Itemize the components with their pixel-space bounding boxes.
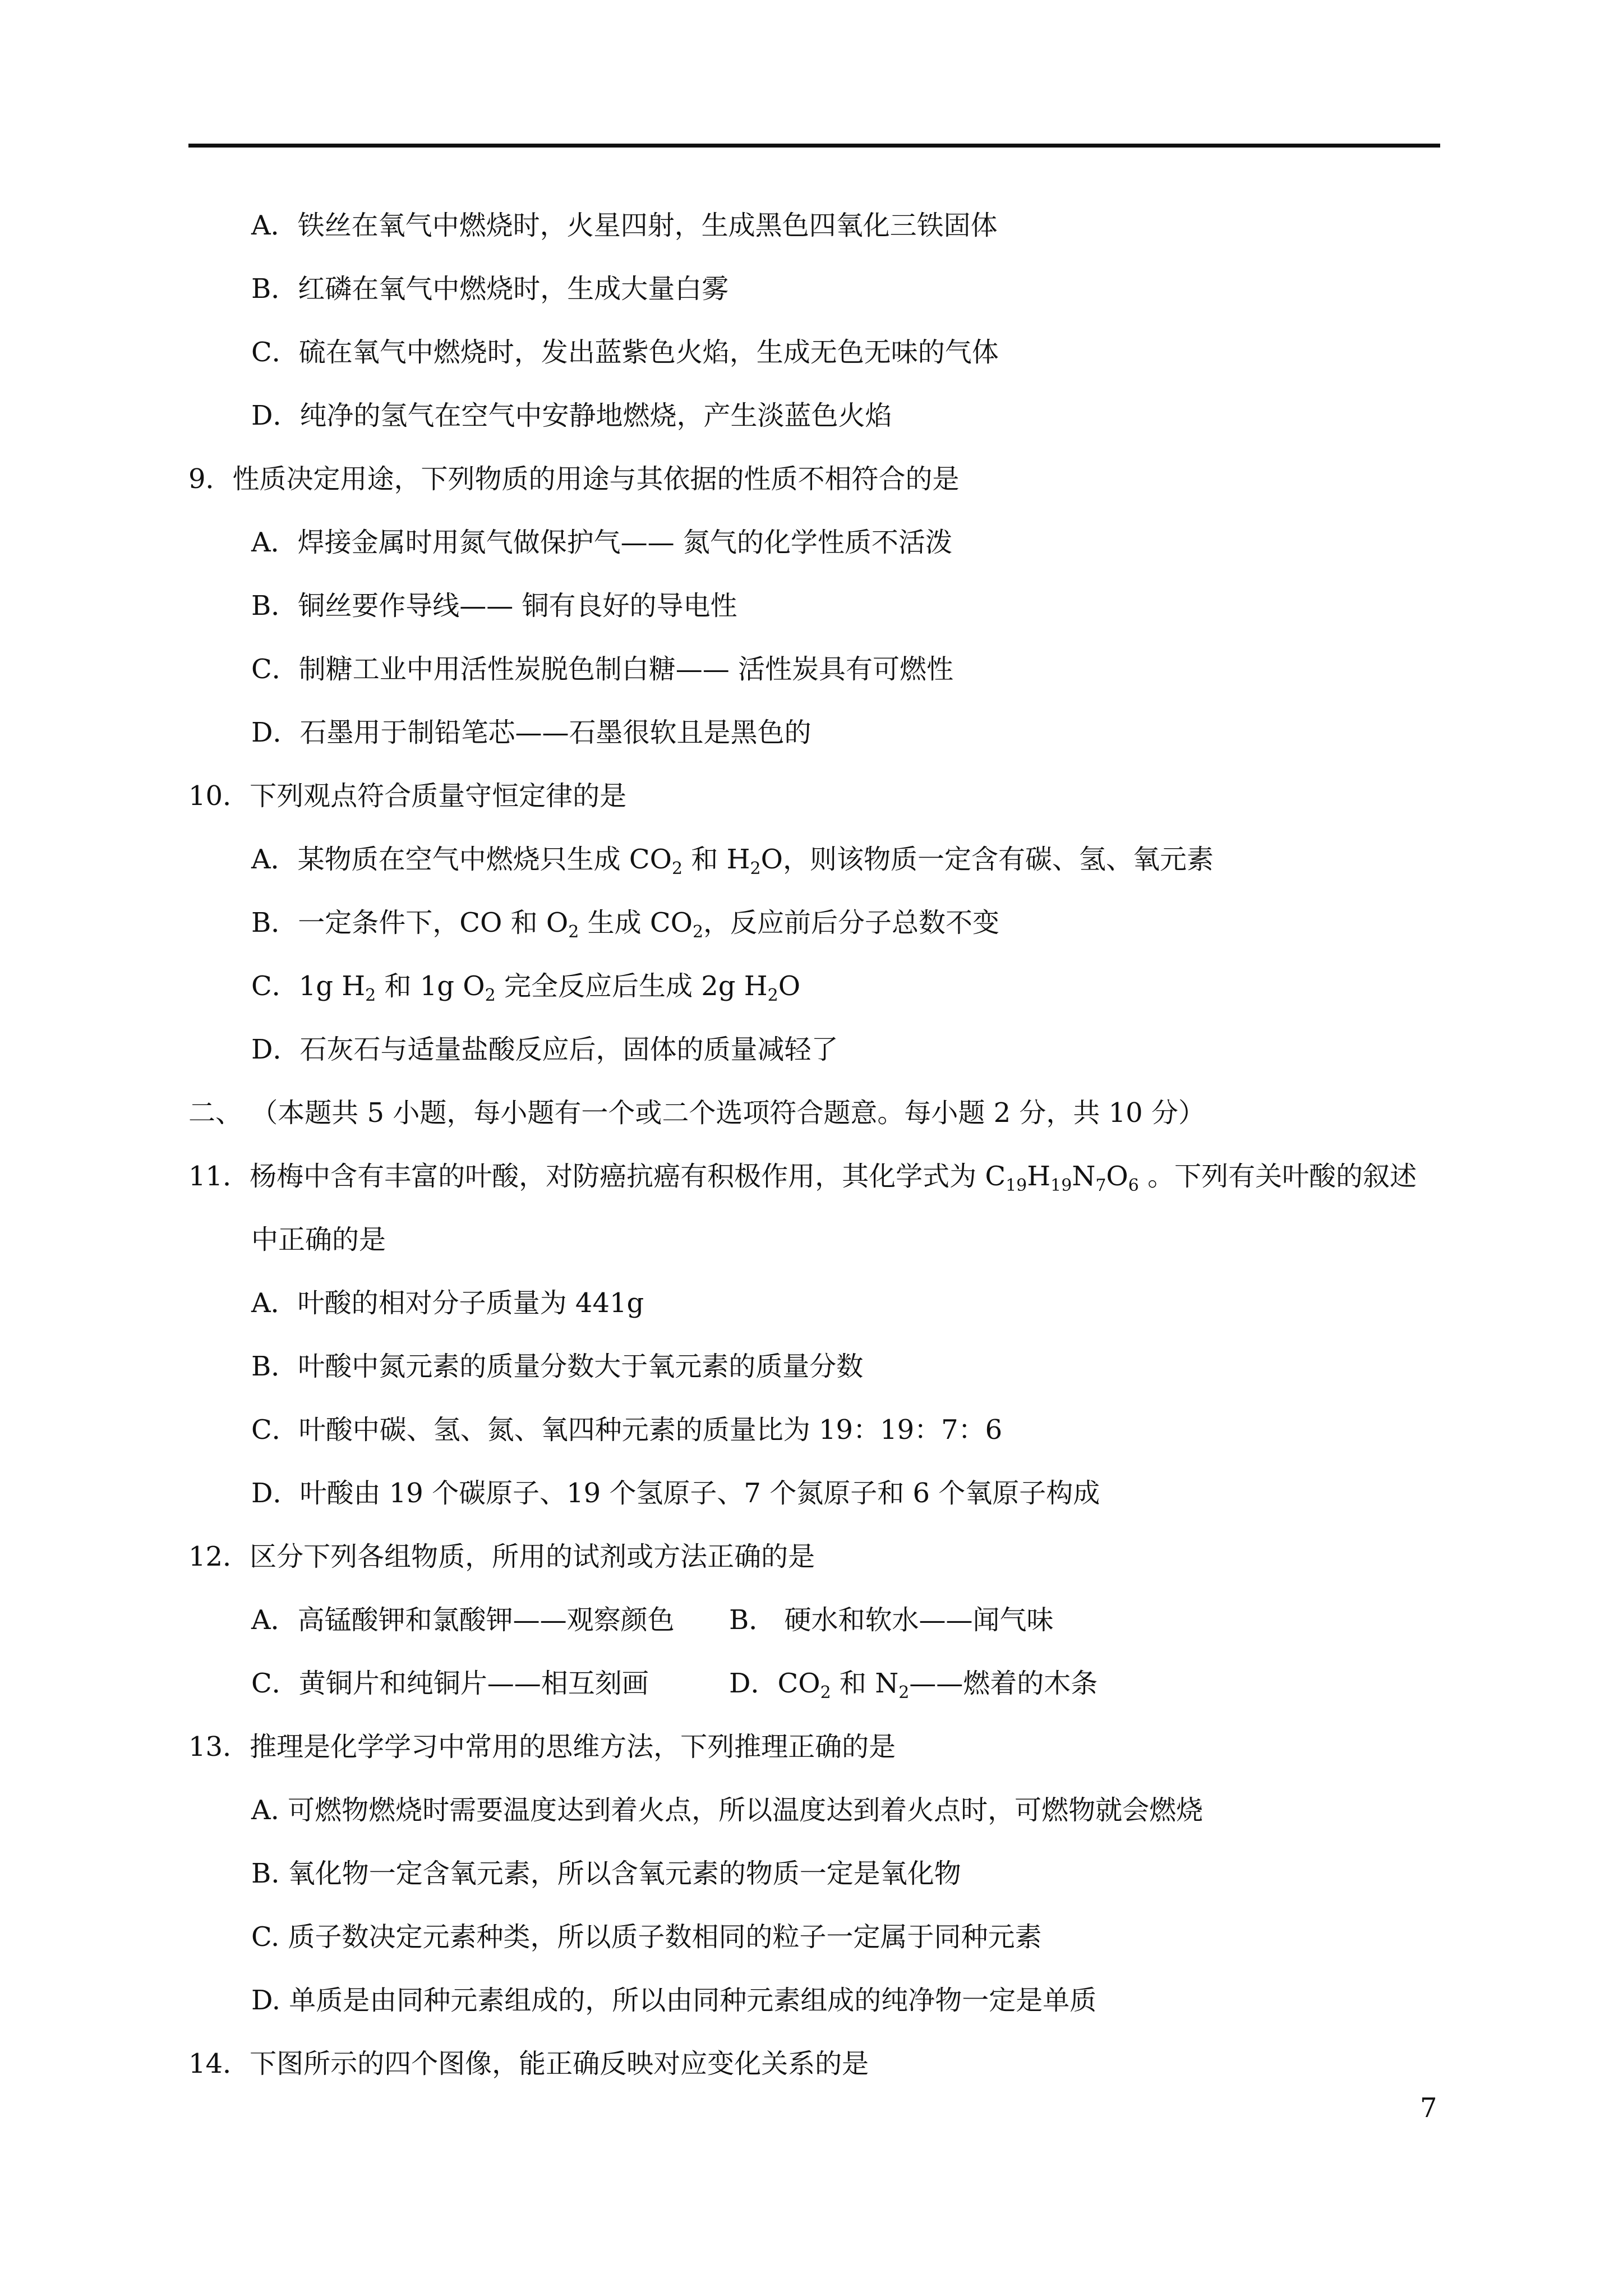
q8-option-d: D．纯净的氢气在空气中安静地燃烧，产生淡蓝色火焰 bbox=[251, 400, 892, 431]
q9-option-c: C．制糖工业中用活性炭脱色制白糖—— 活性炭具有可燃性 bbox=[251, 654, 953, 685]
q13-option-c: C. 质子数决定元素种类，所以质子数相同的粒子一定属于同种元素 bbox=[251, 1921, 1042, 1953]
q9-option-b: B．铜丝要作导线—— 铜有良好的导电性 bbox=[251, 590, 737, 622]
q11-stem-continued: 中正确的是 bbox=[251, 1224, 386, 1255]
q9-stem: 9．性质决定用途，下列物质的用途与其依据的性质不相符合的是 bbox=[188, 463, 960, 495]
q10-option-a: A．某物质在空气中燃烧只生成 $CO_2$ 和 $H_2O$，则该物质一定含有碳、氢、氧元素 bbox=[251, 844, 1214, 878]
q11-stem: 11．杨梅中含有丰富的叶酸，对防癌抗癌有积极作用，其化学式为 $C_{19}H_{19}N_7O_6$ 。下列有关叶酸的叙述 bbox=[188, 1161, 1417, 1195]
q11-option-b: B．叶酸中氮元素的质量分数大于氧元素的质量分数 bbox=[251, 1351, 864, 1382]
q10-option-b: B．一定条件下，CO 和 $O_2$ 生成 $CO_2$，反应前后分子总数不变 bbox=[251, 907, 1000, 942]
q8-option-c: C．硫在氧气中燃烧时，发出蓝紫色火焰，生成无色无味的气体 bbox=[251, 337, 999, 368]
q14-stem: 14．下图所示的四个图像，能正确反映对应变化关系的是 bbox=[188, 2048, 869, 2079]
q12-option-a: A．高锰酸钾和氯酸钾——观察颜色 bbox=[251, 1604, 675, 1636]
q9-option-a: A．焊接金属时用氮气做保护气—— 氮气的化学性质不活泼 bbox=[251, 527, 952, 558]
q13-option-d: D. 单质是由同种元素组成的，所以由同种元素组成的纯净物一定是单质 bbox=[251, 1985, 1097, 2016]
q8-option-b: B．红磷在氧气中燃烧时，生成大量白雾 bbox=[251, 273, 729, 305]
q10-option-c: C．1g $H_2$ 和 1g $O_2$ 完全反应后生成 2g $H_2O$ bbox=[251, 970, 801, 1005]
q11-option-c: C．叶酸中碳、氢、氮、氧四种元素的质量比为 19：19：7：6 bbox=[251, 1414, 1003, 1446]
q12-option-b: B． 硬水和软水——闻气味 bbox=[729, 1604, 1054, 1636]
q12-option-c: C．黄铜片和纯铜片——相互刻画 bbox=[251, 1668, 649, 1699]
q12-stem: 12．区分下列各组物质，所用的试剂或方法正确的是 bbox=[188, 1541, 815, 1572]
q9-option-d: D．石墨用于制铅笔芯——石墨很软且是黑色的 bbox=[251, 717, 811, 748]
q11-option-a: A．叶酸的相对分子质量为 441g bbox=[251, 1287, 644, 1319]
header-rule bbox=[188, 144, 1440, 148]
q13-option-b: B. 氧化物一定含氧元素，所以含氧元素的物质一定是氧化物 bbox=[251, 1858, 961, 1889]
q8-option-a: A．铁丝在氧气中燃烧时，火星四射，生成黑色四氧化三铁固体 bbox=[251, 210, 998, 241]
q13-option-a: A. 可燃物燃烧时需要温度达到着火点，所以温度达到着火点时，可燃物就会燃烧 bbox=[251, 1795, 1204, 1826]
section-2-heading: 二、 （本题共 5 小题，每小题有一个或二个选项符合题意。每小题 2 分，共 10 分） bbox=[188, 1097, 1205, 1129]
q10-stem: 10．下列观点符合质量守恒定律的是 bbox=[188, 780, 627, 812]
q10-option-d: D．石灰石与适量盐酸反应后，固体的质量减轻了 bbox=[251, 1034, 838, 1065]
q11-option-d: D．叶酸由 19 个碳原子、19 个氢原子、7 个氮原子和 6 个氧原子构成 bbox=[251, 1478, 1100, 1509]
page-number: 7 bbox=[1420, 2092, 1437, 2124]
q13-stem: 13．推理是化学学习中常用的思维方法，下列推理正确的是 bbox=[188, 1731, 896, 1763]
q12-option-d: D．$CO_2$ 和 $N_2——$燃着的木条 bbox=[729, 1668, 1098, 1703]
